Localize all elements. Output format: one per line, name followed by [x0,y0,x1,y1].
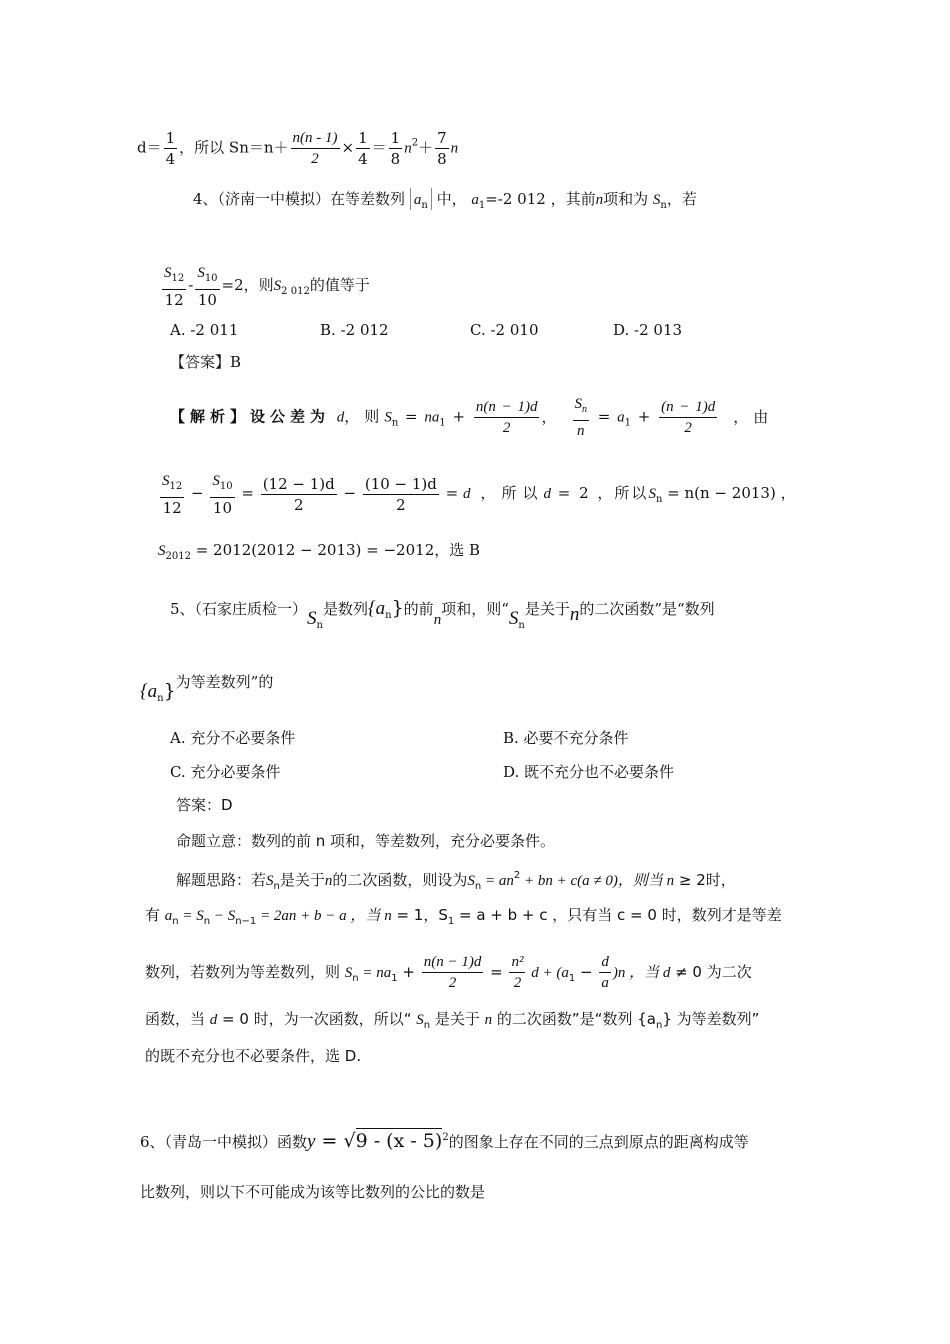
question-5-option-b: B. 必要不充分条件 [503,729,629,747]
question-5-solution-line-1: 解题思路：若$S_n$是关于n的二次函数，则设为$S_n = an^2$ + bn + c(a ≠ 0)，则当 n ≥ 2时， [176,870,736,892]
question-4-stem: 4、（济南一中模拟）在等差数列 $a_n$ 中， $a_1=-2$ 012 ，其前n项和为 $S_n$，若 [193,190,697,211]
question-4-option-c: C. -2 010 [470,321,539,339]
question-5-solution-line-5: 的既不充分也不必要条件，选 D. [145,1047,362,1065]
question-4-solution-line-3: $S_{2012} = 2012(2012 - 2013) = -2012$，选 B [158,541,481,562]
question-4-condition: $\frac{S_{12}}{12}$ - $\frac{S_{10}}{10}$ =2，则$S_{2 012}$的值等于 [160,262,370,310]
question-6-stem: 6、（青岛一中模拟）函数y = √9 - (x - 5)$^2$的图象上存在不同的三点到原点的距离构成等 [140,1130,749,1152]
question-5-option-d: D. 既不充分也不必要条件 [503,763,675,781]
question-5-option-a: A. 充分不必要条件 [170,729,296,747]
question-5-solution-line-4: 函数，当 d = 0 时，为一次函数，所以“ $S_n$ 是关于 n 的二次函数”是“数列 $\{a_n\}$ 为等差数列” [145,1010,760,1031]
question-5-option-c: C. 充分必要条件 [170,763,281,781]
question-4-option-d: D. -2 013 [613,321,683,339]
question-4-solution-line-2: $\frac{S_{12}}{12}$ − $\frac{S_{10}}{10}$ = $\frac{(12 - 1)d}{2}$ − $\frac{(10 - 1)d}{2}$ = d ，所以d = 2 ，所以$S_n = n(n - 2013)$ ， [158,470,796,518]
question-6-stem-continued: 比数列，则以下不可能成为该等比数列的公比的数是 [140,1183,486,1201]
question-5-intent: 命题立意：数列的前 n 项和，等差数列，充分必要条件。 [176,832,556,850]
line-d-value: d＝ $\frac{1}{4}$ ，所以 Sn＝n＋ $\frac{n(n - 1)}{2}$ × $\frac{1}{4}$ ＝ $\frac{1}{8}$ $n^2+$ $\frac{7}{8}$ n [137,129,459,168]
question-5-answer: 答案：D [176,796,233,814]
question-4-option-a: A. -2 011 [170,321,239,339]
question-4-option-b: B. -2 012 [320,321,389,339]
question-5-stem-continued: $\{a_n\}$为等差数列”的 [140,673,274,704]
question-5-stem: 5、（石家庄质检一）$S_n$是数列$\{a_n\}$的前n项和，则“$S_n$是关于n的二次函数”是“数列 [170,597,715,631]
question-5-solution-line-2: 有 $a_n = S_n - S_{n-1} = 2an + b - a$ ，当 n = 1，$S_1 = a + b + c$ ，只有当 c = 0 时，数列才是等差 [145,906,782,927]
question-5-solution-line-3: 数列，若数列为等差数列，则 $S_n = na_1$ + $\frac{n(n - 1)d}{2}$ = $\frac{\text{n²}}{2}$ $d + (a_1$ − $\frac{d}{a}$ )n ，当 d ≠ 0 为二次 [145,954,752,991]
question-4-solution-line-1: 【解析】设公差为 d，则$S_n = na_1$ + $\frac{n(n - 1)d}{2}$ ， $\frac{S_n}{n}$ = $a_1$ + $\frac{(n - 1)d}{2}$ ，由 [170,396,774,439]
question-4-answer: 【答案】B [170,353,242,371]
